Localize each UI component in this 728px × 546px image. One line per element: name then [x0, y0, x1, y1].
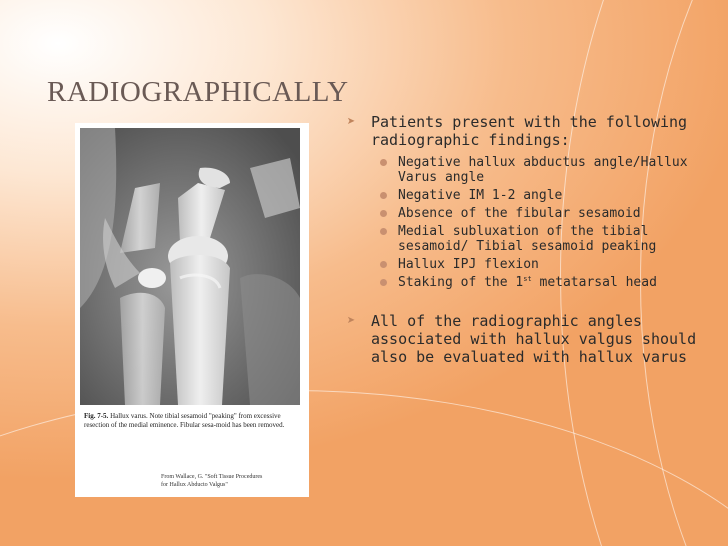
bullet-text: Patients present with the following radiographic findings: [371, 113, 688, 149]
caption-label: Fig. 7-5. [84, 412, 109, 420]
dot-bullet-icon [380, 192, 387, 199]
sub-bullet-item [346, 206, 716, 221]
sub-bullet-text: Hallux IPJ flexion [398, 257, 539, 272]
dot-bullet-icon [380, 261, 387, 268]
sub-bullet-text: Negative hallux abductus angle/Hallux Varus angle [398, 155, 688, 185]
arrow-bullet-icon: ➤ [347, 313, 356, 329]
bullet-list [346, 113, 716, 366]
credit-line-2: for Hallux Abducto Valgus" [161, 482, 228, 488]
bullet-item [346, 113, 716, 149]
caption-text: Hallux varus. Note tibial sesamoid "peaking" from excessive resection of the medial eminence. Fibular sesa-moid has been removed. [84, 412, 285, 430]
sub-bullet-item [346, 188, 716, 203]
xray-figure [75, 123, 309, 497]
sub-bullet-text: Absence of the fibular sesamoid [398, 206, 641, 221]
bullet-item [346, 312, 716, 366]
dot-bullet-icon [380, 228, 387, 235]
credit-line-1: From Wallace, G. "Soft Tissue Procedures [161, 474, 263, 480]
sub-bullet-item [346, 155, 716, 185]
sub-bullet-item [346, 275, 716, 290]
arrow-bullet-icon: ➤ [347, 114, 356, 130]
sub-bullet-text: Negative IM 1-2 angle [398, 188, 563, 203]
sub-bullet-item [346, 257, 716, 272]
dot-bullet-icon [380, 210, 387, 217]
figure-caption [84, 412, 300, 430]
dot-bullet-icon [380, 279, 387, 286]
dot-bullet-icon [380, 159, 387, 166]
slide-title: RADIOGRAPHICALLY [47, 76, 349, 108]
sub-bullet-text-start: Staking of the 1 [398, 275, 524, 290]
superscript-st: st [523, 275, 532, 283]
bullet-text: All of the radiographic angles associated with hallux valgus should also be evaluated with hallux varus [371, 312, 697, 366]
figure-credit [161, 473, 301, 489]
sub-bullet-item [346, 224, 716, 254]
sub-bullet-text-end: metatarsal head [531, 275, 657, 290]
xray-image [80, 128, 300, 405]
sub-bullet-text: Medial subluxation of the tibial sesamoid/ Tibial sesamoid peaking [398, 224, 657, 254]
